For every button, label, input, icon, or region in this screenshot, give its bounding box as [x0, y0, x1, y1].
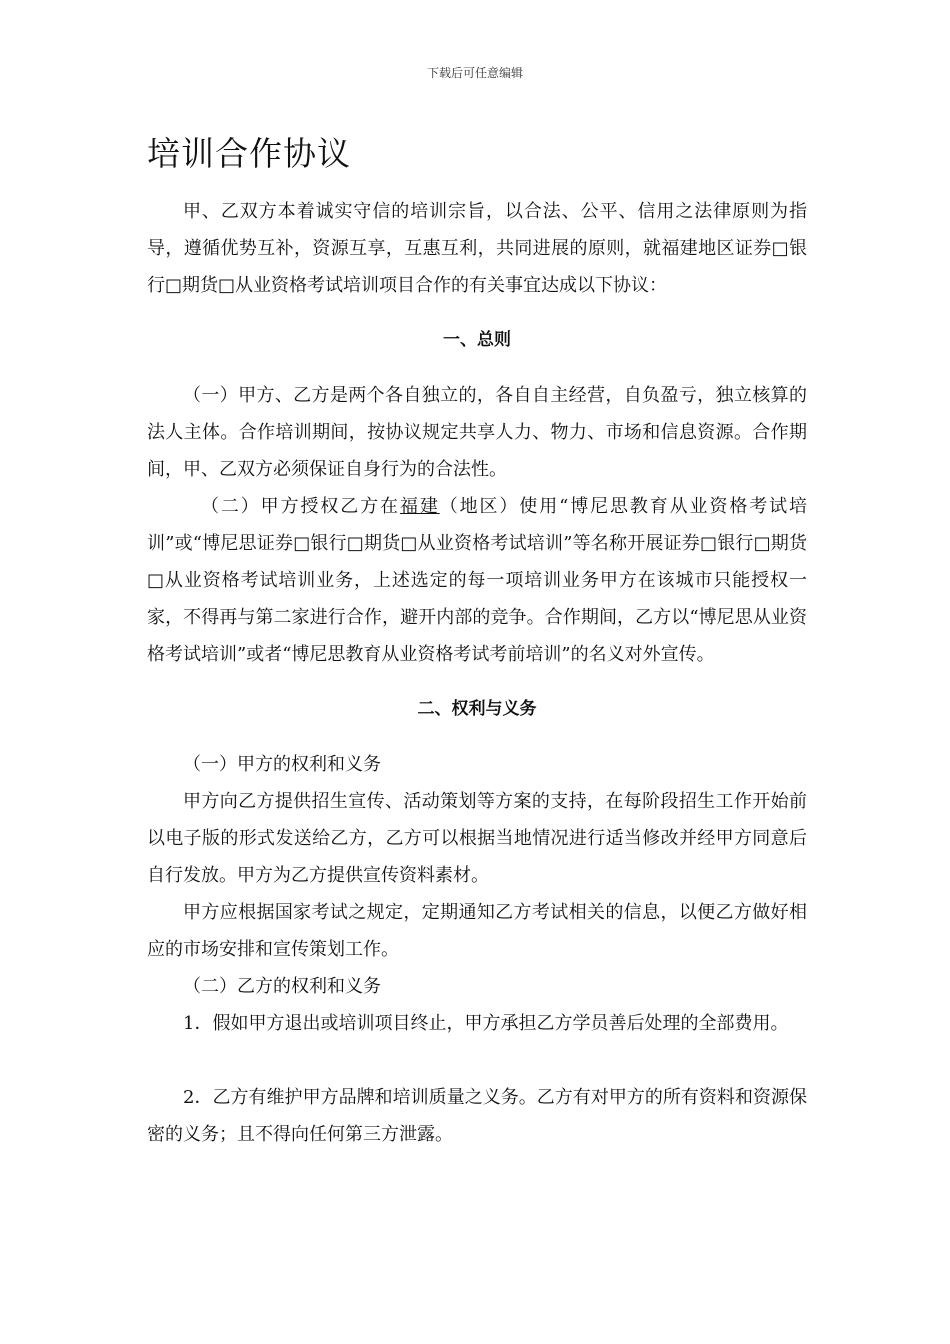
clause-2-lead: （二）甲方授权乙方在	[201, 496, 400, 517]
party-a-rights-paragraph-1: 甲方向乙方提供招生宣传、活动策划等方案的支持，在每阶段招生工作开始前以电子版的形式发送给乙方，乙方可以根据当地情况进行适当修改并经甲方同意后自行发放。甲方为乙方提供宣传资料素材。	[147, 791, 807, 886]
document-body	[147, 193, 807, 1153]
section-heading-rights: 二、权利与义务	[417, 699, 537, 719]
party-a-rights-label: （一）甲方的权利和义务	[183, 754, 381, 775]
general-clause-2	[147, 488, 807, 673]
party-b-rights-label: （二）乙方的权利和义务	[183, 976, 381, 997]
section-heading-general: 一、总则	[443, 330, 511, 350]
intro-paragraph: 甲、乙双方本着诚实守信的培训宗旨，以合法、公平、信用之法律原则为指导，遵循优势互补，资源互享，互惠互利，共同进展的原则，就福建地区证券□银行□期货□从业资格考试培训项目合作的有关事宜达成以下协议：	[147, 201, 807, 296]
clause-2-rest: （地区）使用“博尼思教育从业资格考试培训”或“博尼思证券□银行□期货□从业资格考试培训”等名称开展证券□银行□期货□从业资格考试培训业务，上述选定的每一项培训业务甲方在该城市只能授权一家，不得再与第二家进行合作，避开内部的竞争。合作期间，乙方以“博尼思从业资格考试培训”或者“博尼思教育从业资格考试考前培训”的名义对外宣传。	[147, 496, 808, 665]
page-header-note: 下载后可任意编辑	[426, 66, 523, 80]
document-title: 培训合作协议	[147, 134, 351, 173]
party-a-rights-paragraph-2: 甲方应根据国家考试之规定，定期通知乙方考试相关的信息，以便乙方做好相应的市场安排和宣传策划工作。	[147, 902, 807, 960]
party-b-rights-item-2: 2．乙方有维护甲方品牌和培训质量之义务。乙方有对甲方的所有资料和资源保密的义务；且不得向任何第三方泄露。	[147, 1087, 807, 1145]
general-clause-1: （一）甲方、乙方是两个各自独立的，各自自主经营，自负盈亏，独立核算的法人主体。合作培训期间，按协议规定共享人力、物力、市场和信息资源。合作期间，甲、乙双方必须保证自身行为的合法性。	[147, 385, 807, 480]
region-name: 福建	[399, 496, 440, 517]
party-b-rights-item-1: 1．假如甲方退出或培训项目终止，甲方承担乙方学员善后处理的全部费用。	[183, 1013, 789, 1034]
